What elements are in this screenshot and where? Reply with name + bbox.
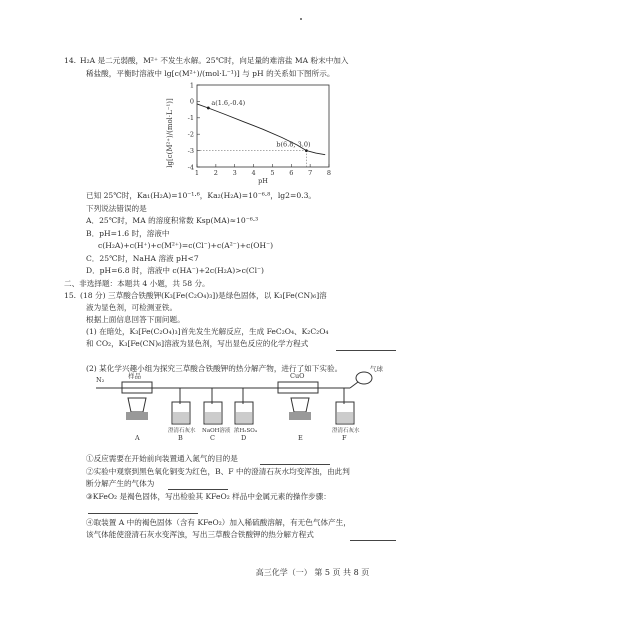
answer-blank	[88, 513, 198, 514]
chart-frame	[197, 85, 329, 167]
x-tick-label: 1	[194, 169, 200, 177]
ph-chart	[163, 79, 353, 189]
balloon-tube	[350, 382, 358, 388]
bottle-d	[235, 388, 253, 424]
label-d: D	[241, 434, 247, 442]
q15-text-line1: (18 分) 三草酸合铁酸钾(K₃[Fe(C₂O₄)₃])是绿色固体，以 K₃[Fe(CN)₆]溶	[80, 291, 327, 300]
q14-option-b-line1: B．pH=1.6 时，溶液中	[86, 229, 170, 238]
chart-point	[207, 107, 210, 110]
answer-blank	[168, 489, 228, 490]
bottle-c	[204, 388, 222, 424]
apparatus-diagram	[88, 364, 388, 442]
q14-text-line2: 稀盐酸，平衡时溶液中 lg[c(M²⁺)/(mol·L⁻¹)] 与 pH 的关系如下图所示。	[86, 69, 335, 78]
bottle-f	[336, 388, 354, 424]
label-b: B	[178, 434, 183, 442]
q15-part1-line1: (1) 在暗处，K₃[Fe(C₂O₄)₃]首先发生光解反应，生成 FeC₂O₄、K₂C₂O₄	[86, 327, 329, 336]
q14-number: 14.	[64, 56, 77, 65]
q15-text-line3: 根据上面信息回答下面问题。	[86, 315, 185, 324]
label-a: A	[135, 434, 140, 442]
q15-step2-line2: 断分解产生的气体为	[86, 479, 155, 488]
burner-e	[291, 398, 309, 412]
x-tick-label: 4	[251, 169, 256, 177]
q15-part1-line2: 和 CO₂，K₃[Fe(CN)₆]溶液为显色剂，写出显色反应的化学方程式	[86, 339, 309, 348]
balloon	[356, 372, 372, 384]
chart-point	[305, 149, 308, 152]
label-c: C	[210, 434, 215, 442]
chart-xlabel: pH	[258, 177, 268, 185]
x-tick-label: 5	[270, 169, 275, 177]
q15-step2-line1: ②实验中观察到黑色氧化铜变为红色，B、F 中的澄清石灰水均变浑浊，由此判	[86, 467, 350, 476]
q14-option-d: D．pH=6.8 时，溶液中 c(HA⁻)+2c(H₂A)>c(Cl⁻)	[86, 266, 265, 275]
q14-known: 已知 25℃时，Ka₁(H₂A)=10⁻¹·⁶，Ka₂(H₂A)=10⁻⁶·⁸，lg2=0.3。	[86, 191, 316, 200]
q14-prompt: 下列说法错误的是	[86, 204, 147, 213]
section-heading: 二、非选择题：本题共 4 小题，共 58 分。	[64, 279, 210, 288]
x-tick-label: 7	[308, 169, 313, 177]
flame-a	[126, 412, 148, 420]
n2-label: N₂	[96, 376, 105, 384]
chart-point-label: a(1.6,-0.4)	[211, 98, 246, 107]
reagent-b: 澄清石灰水	[168, 428, 196, 434]
q15-step1: ①反应需要在开始前向装置通入氮气的目的是	[86, 454, 238, 463]
x-tick-label: 2	[213, 169, 218, 177]
label-e: E	[298, 434, 303, 442]
chart-point-label: b(6.8,-3.0)	[276, 140, 311, 149]
balloon-label: 气球	[370, 365, 383, 373]
burner-a	[128, 398, 146, 412]
chart-ylabel: lg[c(M²⁺)/(mol·L⁻¹)]	[166, 98, 174, 168]
y-tick-label: -4	[187, 163, 194, 172]
q14-option-b-line2: c(H₂A)+c(H⁺)+c(M²⁺)=c(Cl⁻)+c(A²⁻)+c(OH⁻)	[98, 241, 274, 250]
x-tick-label: 6	[289, 169, 294, 177]
y-tick-label: 1	[189, 81, 194, 90]
bottle-b	[172, 388, 190, 424]
x-tick-label: 8	[326, 169, 332, 177]
q15-step3-line1: ③KFeO₂ 是褐色固体，写出检验其 KFeO₂ 样品中金属元素的操作步骤：	[86, 492, 331, 501]
answer-blank	[350, 540, 396, 541]
cuo-label: CuO	[290, 372, 305, 380]
x-tick-label: 3	[232, 169, 237, 177]
reagent-c: NaOH溶液	[202, 428, 231, 434]
q15-step4-line1: ④取装置 A 中的褐色固体（含有 KFeO₂）加入稀硫酸溶解，有无色气体产生，	[86, 518, 351, 527]
flame-e	[289, 412, 311, 420]
page-footer: 高三化学（一） 第 5 页 共 8 页	[255, 568, 370, 577]
reagent-f: 澄清石灰水	[332, 428, 360, 434]
q15-step4-line2: 该气体能使澄清石灰水变浑浊，写出三草酸合铁酸钾的热分解方程式	[86, 530, 314, 539]
reagent-d: 浓H₂SO₄	[234, 428, 257, 434]
q14-text-line1: H₂A 是二元弱酸，M²⁺ 不发生水解。25℃时，向足量的难溶盐 MA 粉末中加入	[80, 56, 349, 65]
scan-dot	[300, 18, 302, 20]
answer-blank	[260, 464, 330, 465]
label-f: F	[342, 434, 347, 442]
sample-label: 样品	[128, 372, 141, 380]
q14-option-c: C．25℃时，NaHA 溶液 pH<7	[86, 254, 199, 263]
q15-text-line2: 液为显色剂，可检测亚铁。	[86, 303, 178, 312]
y-tick-label: 0	[189, 97, 194, 106]
q14-option-a: A．25℃时，MA 的溶度积常数 Ksp(MA)≈10⁻⁶·³	[86, 216, 259, 225]
q15-part2-intro: (2) 某化学兴趣小组为探究三草酸合铁酸钾的热分解产物，进行了如下实验。	[86, 364, 343, 373]
y-tick-label: -2	[187, 130, 194, 139]
y-tick-label: -1	[187, 114, 194, 123]
y-tick-label: -3	[187, 146, 194, 155]
q15-number: 15.	[64, 291, 77, 300]
answer-blank	[336, 350, 396, 351]
